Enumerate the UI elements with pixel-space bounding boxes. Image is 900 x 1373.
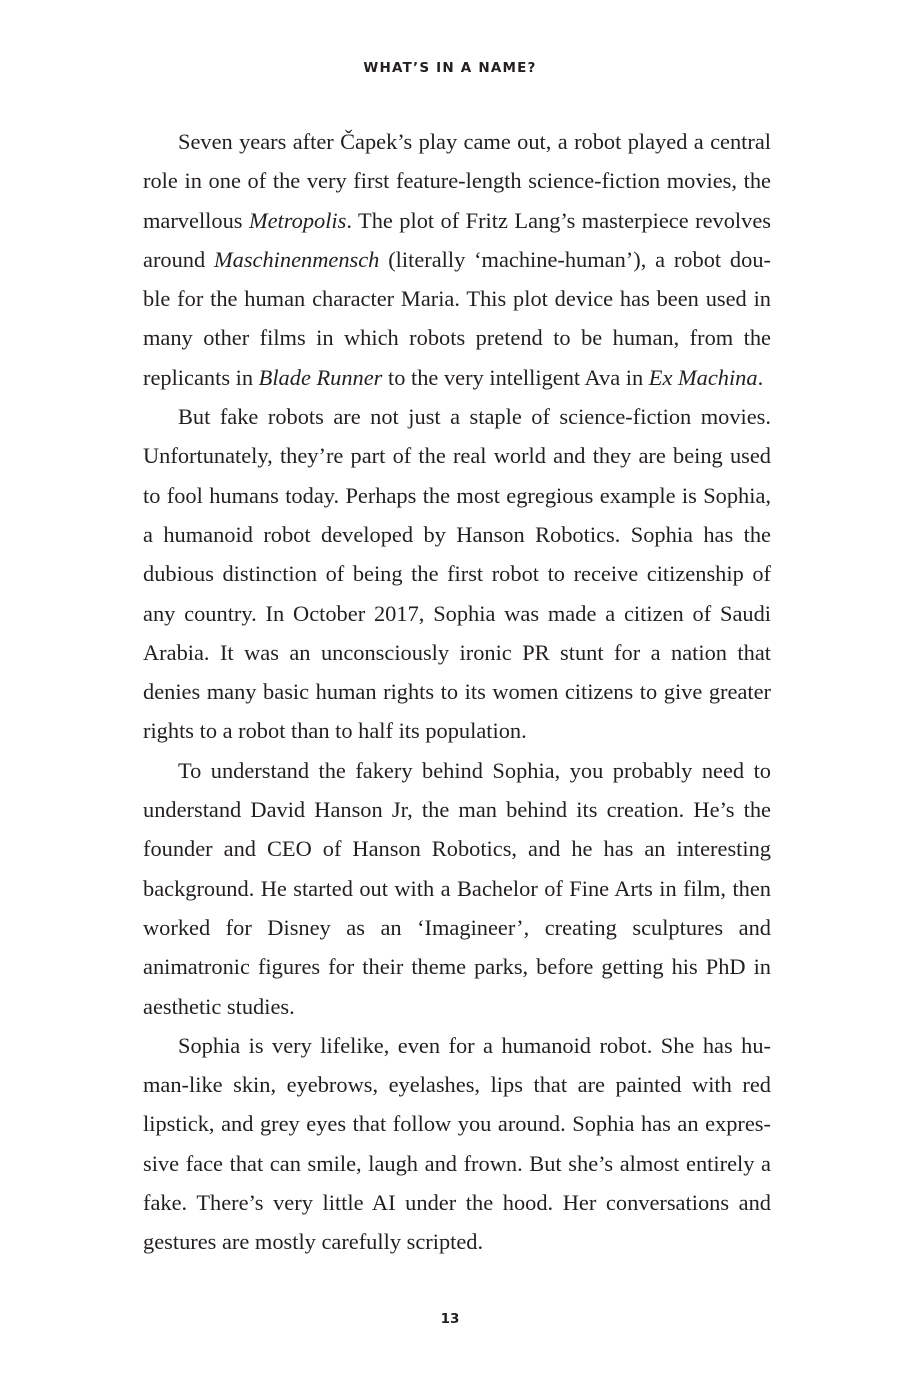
body-text bbox=[143, 122, 771, 1262]
paragraph-1-text-a: Seven years after Čapek’s play came out, a robot played a central role in one of the very first feature-length science-fiction movies, the marvellous bbox=[143, 129, 771, 233]
paragraph-1-text-g: to the very intelligent Ava in bbox=[382, 364, 649, 390]
page-number: 13 bbox=[440, 1311, 460, 1327]
term-maschinenmensch: Maschinenmensch bbox=[213, 246, 380, 272]
paragraph-1-text-e: (literally ‘machine-human’), a robot double for the human character Maria. This plot device has been used in many other films in which robots pretend to be human, from the replicants in bbox=[143, 246, 771, 390]
film-title-blade-runner: Blade Runner bbox=[258, 364, 383, 390]
paragraph-2: But fake robots are not just a staple of science-fiction movies. Unfortunately, they’re part of the real world and they are being used to fool humans today. Perhaps the most egregious example is Sophia, a humanoid robot developed by Hanson Robotics. Sophia has the dubious distinction of being the first robot to receive citizenship of any country. In October 2017, Sophia was made a citizen of Saudi Arabia. It was an unconsciously ironic PR stunt for a nation that denies many basic human rights to its women citizens to give greater rights to a robot than to half its population. bbox=[143, 404, 771, 744]
running-head: WHAT’S IN A NAME? bbox=[363, 60, 537, 76]
paragraph-4: Sophia is very lifelike, even for a humanoid robot. She has human-like skin, eyebrows, eyelashes, lips that are painted with red lipstick, and grey eyes that follow you around. Sophia has an expressive face that can smile, laugh and frown. But she’s almost entirely a fake. There’s very little AI under the hood. Her conversations and gestures are mostly carefully scripted. bbox=[143, 1032, 771, 1255]
paragraph-1-text-c: . The plot of Fritz Lang’s masterpiece revolves around bbox=[143, 207, 771, 272]
paragraph-1-text-i: . bbox=[757, 364, 764, 390]
film-title-metropolis: Metropolis bbox=[248, 207, 347, 233]
paragraph-1 bbox=[143, 122, 771, 397]
film-title-ex-machina: Ex Machina bbox=[648, 364, 758, 390]
paragraph-3: To understand the fakery behind Sophia, you probably need to understand David Hanson Jr, the man behind its creation. He’s the founder and CEO of Hanson Robotics, and he has an interesting background. He started out with a Bachelor of Fine Arts in film, then worked for Disney as an ‘Imagineer’, creating sculptures and animatronic figures for their theme parks, before getting his PhD in aesthetic studies. bbox=[143, 757, 771, 1019]
